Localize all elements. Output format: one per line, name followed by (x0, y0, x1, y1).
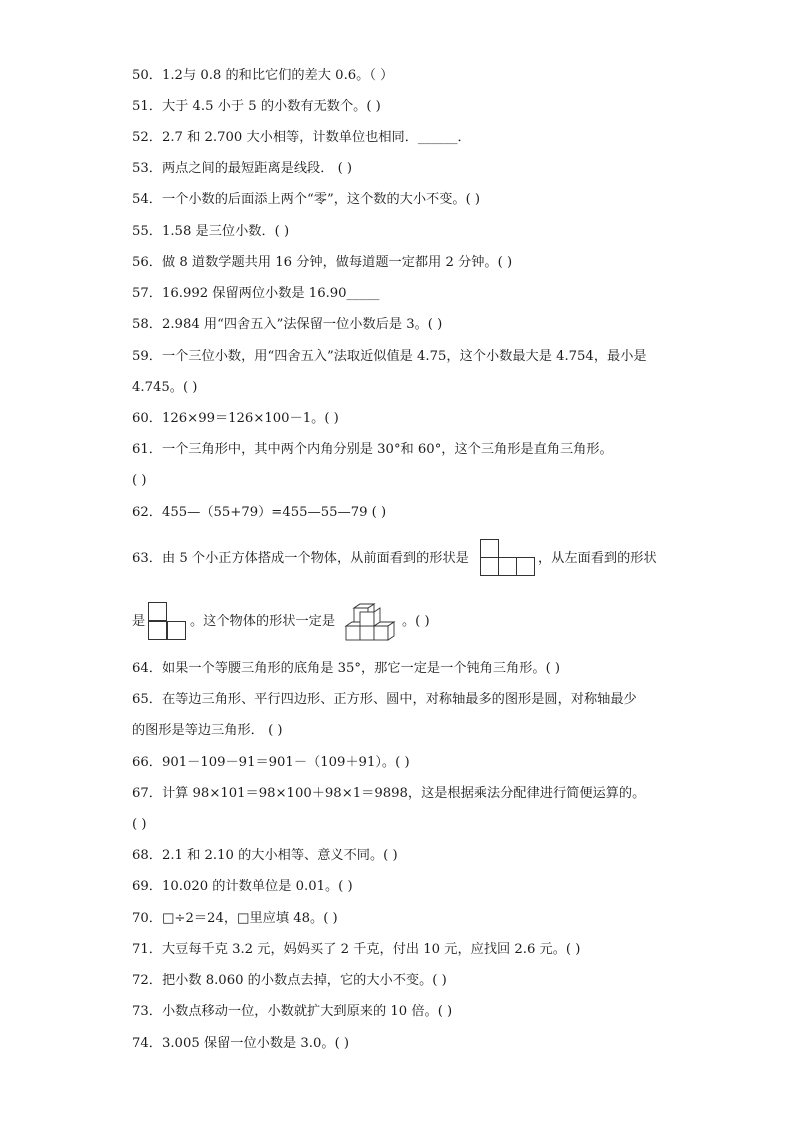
question-67-cont: ( ) (132, 817, 147, 832)
question-63: 63．由 5 个小正方体搭成一个物体，从前面看到的形状是 (132, 551, 469, 566)
question-55: 55．1.58 是三位小数．( ) (132, 224, 290, 239)
question-52: 52．2.7 和 2.700 大小相等，计数单位也相同．______． (132, 130, 471, 145)
question-63-cont: ，从左面看到的形状 (538, 551, 657, 566)
question-50: 50．1.2与 0.8 的和比它们的差大 0.6。（ ） (132, 68, 394, 83)
question-59: 59．一个三位小数，用“四舍五入”法取近似值是 4.75，这个小数最大是 4.754，最小是 (132, 349, 647, 364)
front-view-figure (480, 539, 536, 577)
question-69: 69．10.020 的计数单位是 0.01。( ) (132, 879, 353, 894)
question-68: 68．2.1 和 2.10 的大小相等、意义不同。( ) (132, 848, 398, 863)
question-63-line2-mid: 。这个物体的形状一定是 (190, 614, 336, 629)
question-61-cont: ( ) (132, 473, 147, 488)
question-70: 70．□÷2＝24，□里应填 48。( ) (132, 911, 338, 926)
question-57: 57．16.992 保留两位小数是 16.90_____ (132, 286, 380, 301)
question-62: 62．455—（55+79）=455—55—79 ( ) (132, 505, 387, 520)
cube-structure-figure (344, 598, 402, 646)
question-63-line2-start: 是 (132, 614, 146, 629)
question-61: 61．一个三角形中，其中两个内角分别是 30°和 60°，这个三角形是直角三角形。 (132, 442, 613, 457)
question-66: 66．901－109－91＝901－（109＋91）。( ) (132, 755, 410, 770)
question-74: 74．3.005 保留一位小数是 3.0。( ) (132, 1036, 350, 1051)
question-54: 54．一个小数的后面添上两个“零”，这个数的大小不变。( ) (132, 192, 481, 207)
question-73: 73．小数点移动一位，小数就扩大到原来的 10 倍。( ) (132, 1004, 453, 1019)
question-72: 72．把小数 8.060 的小数点去掉，它的大小不变。( ) (132, 973, 447, 988)
question-67: 67．计算 98×101＝98×100＋98×1＝9898，这是根据乘法分配律进行简便运算的。 (132, 786, 646, 801)
question-71: 71．大豆每千克 3.2 元，妈妈买了 2 千克，付出 10 元，应找回 2.6 元。( ) (132, 942, 581, 957)
question-65-cont: 的图形是等边三角形． ( ) (132, 723, 283, 738)
question-59-cont: 4.745。( ) (132, 380, 198, 395)
question-51: 51．大于 4.5 小于 5 的小数有无数个。( ) (132, 99, 381, 114)
question-58: 58．2.984 用“四舍五入”法保留一位小数后是 3。( ) (132, 317, 443, 332)
question-64: 64．如果一个等腰三角形的底角是 35°，那它一定是一个钝角三角形。( ) (132, 661, 561, 676)
question-60: 60．126×99＝126×100－1。( ) (132, 411, 339, 426)
question-65: 65．在等边三角形、平行四边形、正方形、圆中，对称轴最多的图形是圆，对称轴最少 (132, 692, 637, 707)
question-56: 56．做 8 道数学题共用 16 分钟，做每道题一定都用 2 分钟。( ) (132, 255, 513, 270)
question-63-line2-end: 。( ) (402, 614, 430, 629)
question-53: 53．两点之间的最短距离是线段． ( ) (132, 161, 353, 176)
left-view-figure (148, 602, 188, 642)
